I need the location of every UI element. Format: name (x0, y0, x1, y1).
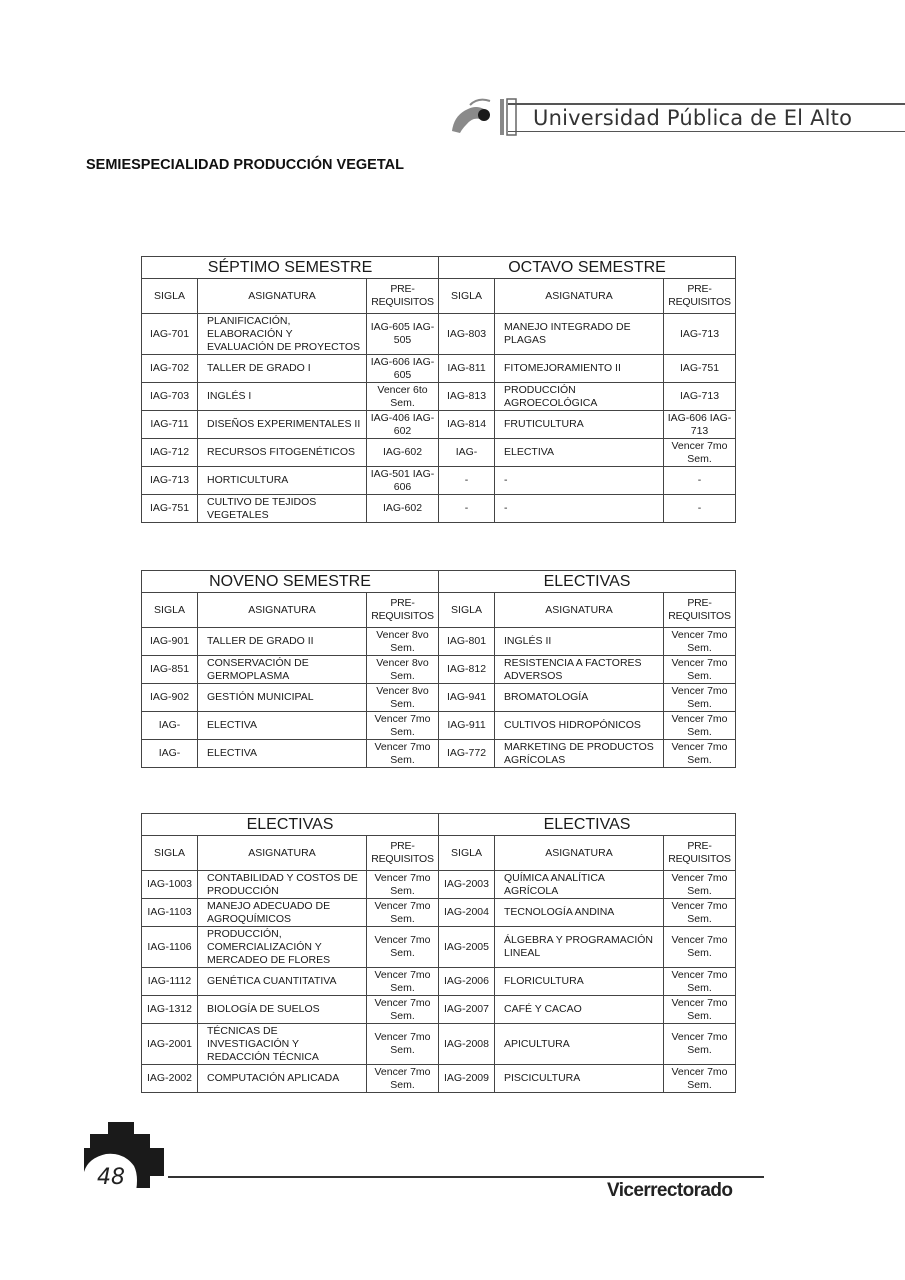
prerequisito-cell: IAG-713 (664, 314, 736, 355)
prerequisito-cell: Vencer 7mo Sem. (367, 871, 439, 899)
prerequisito-cell: Vencer 7mo Sem. (664, 899, 736, 927)
footer-rule (168, 1176, 764, 1178)
prerequisito-cell: Vencer 7mo Sem. (664, 968, 736, 996)
right-semester-title: ELECTIVAS (439, 814, 736, 836)
prerequisito-cell: IAG-605 IAG-505 (367, 314, 439, 355)
sigla-cell: IAG-2003 (439, 871, 495, 899)
prerequisito-cell: Vencer 8vo Sem. (367, 628, 439, 656)
sigla-cell: IAG-2008 (439, 1024, 495, 1065)
prerequisitos-header: PRE-REQUISITOS (664, 279, 736, 314)
prerequisito-cell: Vencer 7mo Sem. (664, 871, 736, 899)
sigla-cell: IAG-902 (142, 684, 198, 712)
sigla-header: SIGLA (439, 593, 495, 628)
sigla-cell: IAG-2009 (439, 1065, 495, 1093)
semester-title-row (142, 814, 736, 836)
prerequisito-cell: Vencer 7mo Sem. (367, 996, 439, 1024)
table-row (142, 996, 736, 1024)
prerequisito-cell: Vencer 7mo Sem. (664, 439, 736, 467)
asignatura-cell: BROMATOLOGÍA (495, 684, 664, 712)
prerequisito-cell: Vencer 7mo Sem. (367, 927, 439, 968)
asignatura-cell: HORTICULTURA (198, 467, 367, 495)
prerequisito-cell: Vencer 7mo Sem. (367, 1065, 439, 1093)
table-row (142, 495, 736, 523)
table-row (142, 740, 736, 768)
header-rule-top (508, 103, 905, 105)
sigla-cell: IAG-2004 (439, 899, 495, 927)
sigla-header: SIGLA (439, 836, 495, 871)
sigla-cell: IAG-772 (439, 740, 495, 768)
asignatura-cell: APICULTURA (495, 1024, 664, 1065)
prerequisito-cell: Vencer 7mo Sem. (664, 1024, 736, 1065)
asignatura-cell: PLANIFICACIÓN, ELABORACIÓN Y EVALUACIÓN DE PROYECTOS (198, 314, 367, 355)
table-row (142, 383, 736, 411)
prerequisito-cell: IAG-751 (664, 355, 736, 383)
sigla-cell: IAG-1106 (142, 927, 198, 968)
asignatura-cell: CONSERVACIÓN DE GERMOPLASMA (198, 656, 367, 684)
prerequisitos-header: PRE-REQUISITOS (367, 279, 439, 314)
sigla-cell: IAG-901 (142, 628, 198, 656)
prerequisito-cell: Vencer 7mo Sem. (664, 996, 736, 1024)
sigla-cell: IAG-711 (142, 411, 198, 439)
prerequisito-cell: Vencer 7mo Sem. (367, 740, 439, 768)
semester-title-row (142, 257, 736, 279)
sigla-cell: IAG-1112 (142, 968, 198, 996)
asignatura-cell: CAFÉ Y CACAO (495, 996, 664, 1024)
table-row (142, 355, 736, 383)
sigla-cell: IAG-701 (142, 314, 198, 355)
asignatura-cell: GESTIÓN MUNICIPAL (198, 684, 367, 712)
asignatura-cell: CULTIVOS HIDROPÓNICOS (495, 712, 664, 740)
table-row (142, 467, 736, 495)
left-semester-title: SÉPTIMO SEMESTRE (142, 257, 439, 279)
asignatura-cell: MANEJO ADECUADO DE AGROQUÍMICOS (198, 899, 367, 927)
prerequisito-cell: Vencer 7mo Sem. (367, 968, 439, 996)
sigla-header: SIGLA (439, 279, 495, 314)
asignatura-cell: ÁLGEBRA Y PROGRAMACIÓN LINEAL (495, 927, 664, 968)
asignatura-header: ASIGNATURA (198, 836, 367, 871)
column-header-row (142, 279, 736, 314)
sigla-cell: IAG-1003 (142, 871, 198, 899)
sigla-cell: IAG-2006 (439, 968, 495, 996)
left-semester-title: ELECTIVAS (142, 814, 439, 836)
asignatura-cell: CONTABILIDAD Y COSTOS DE PRODUCCIÓN (198, 871, 367, 899)
prerequisito-cell: Vencer 8vo Sem. (367, 656, 439, 684)
sigla-cell: IAG- (142, 740, 198, 768)
asignatura-cell: QUÍMICA ANALÍTICA AGRÍCOLA (495, 871, 664, 899)
prerequisito-cell: Vencer 7mo Sem. (367, 899, 439, 927)
prerequisito-cell: Vencer 7mo Sem. (664, 1065, 736, 1093)
asignatura-cell: TALLER DE GRADO I (198, 355, 367, 383)
table-row (142, 968, 736, 996)
sigla-cell: IAG-801 (439, 628, 495, 656)
table-noveno-electivas (141, 570, 736, 768)
sigla-header: SIGLA (142, 593, 198, 628)
asignatura-cell: GENÉTICA CUANTITATIVA (198, 968, 367, 996)
column-header-row (142, 593, 736, 628)
page-number: 48 (97, 1165, 125, 1190)
asignatura-header: ASIGNATURA (495, 593, 664, 628)
sigla-cell: IAG-2002 (142, 1065, 198, 1093)
asignatura-cell: ELECTIVA (198, 712, 367, 740)
asignatura-cell: FLORICULTURA (495, 968, 664, 996)
asignatura-cell: PRODUCCIÓN AGROECOLÓGICA (495, 383, 664, 411)
sigla-cell: IAG- (142, 712, 198, 740)
table-row (142, 1065, 736, 1093)
right-semester-title: ELECTIVAS (439, 571, 736, 593)
sigla-cell: IAG- (439, 439, 495, 467)
prerequisito-cell: Vencer 7mo Sem. (664, 740, 736, 768)
asignatura-cell: FITOMEJORAMIENTO II (495, 355, 664, 383)
table-row (142, 1024, 736, 1065)
asignatura-cell: - (495, 467, 664, 495)
section-title: SEMIESPECIALIDAD PRODUCCIÓN VEGETAL (86, 157, 404, 173)
table-row (142, 871, 736, 899)
table-row (142, 314, 736, 355)
prerequisito-cell: IAG-602 (367, 495, 439, 523)
prerequisito-cell: IAG-713 (664, 383, 736, 411)
asignatura-cell: - (495, 495, 664, 523)
table-row (142, 411, 736, 439)
table-row (142, 712, 736, 740)
table-row (142, 628, 736, 656)
sigla-cell: IAG-713 (142, 467, 198, 495)
asignatura-cell: MARKETING DE PRODUCTOS AGRÍCOLAS (495, 740, 664, 768)
prerequisito-cell: IAG-602 (367, 439, 439, 467)
prerequisito-cell: - (664, 467, 736, 495)
prerequisito-cell: Vencer 7mo Sem. (664, 656, 736, 684)
sigla-cell: - (439, 467, 495, 495)
table-septimo-octavo (141, 256, 736, 523)
sigla-cell: IAG-1312 (142, 996, 198, 1024)
sigla-cell: IAG-702 (142, 355, 198, 383)
right-semester-title: OCTAVO SEMESTRE (439, 257, 736, 279)
asignatura-header: ASIGNATURA (495, 836, 664, 871)
asignatura-cell: ELECTIVA (198, 740, 367, 768)
asignatura-cell: TÉCNICAS DE INVESTIGACIÓN Y REDACCIÓN TÉCNICA (198, 1024, 367, 1065)
prerequisito-cell: - (664, 495, 736, 523)
table-row (142, 684, 736, 712)
asignatura-cell: BIOLOGÍA DE SUELOS (198, 996, 367, 1024)
asignatura-cell: DISEÑOS EXPERIMENTALES II (198, 411, 367, 439)
asignatura-header: ASIGNATURA (198, 593, 367, 628)
sigla-cell: IAG-813 (439, 383, 495, 411)
prerequisito-cell: Vencer 8vo Sem. (367, 684, 439, 712)
asignatura-cell: PRODUCCIÓN, COMERCIALIZACIÓN Y MERCADEO DE FLORES (198, 927, 367, 968)
sigla-cell: IAG-803 (439, 314, 495, 355)
prerequisitos-header: PRE-REQUISITOS (367, 593, 439, 628)
prerequisito-cell: IAG-606 IAG-605 (367, 355, 439, 383)
column-header-row (142, 836, 736, 871)
asignatura-header: ASIGNATURA (495, 279, 664, 314)
header-rule-bottom (508, 131, 905, 132)
prerequisito-cell: Vencer 7mo Sem. (664, 712, 736, 740)
asignatura-cell: MANEJO INTEGRADO DE PLAGAS (495, 314, 664, 355)
asignatura-cell: PISCICULTURA (495, 1065, 664, 1093)
prerequisito-cell: IAG-606 IAG-713 (664, 411, 736, 439)
sigla-cell: - (439, 495, 495, 523)
sigla-cell: IAG-2001 (142, 1024, 198, 1065)
asignatura-cell: INGLÉS II (495, 628, 664, 656)
prerequisito-cell: Vencer 7mo Sem. (664, 684, 736, 712)
sigla-cell: IAG-2005 (439, 927, 495, 968)
sigla-cell: IAG-811 (439, 355, 495, 383)
sigla-cell: IAG-751 (142, 495, 198, 523)
sigla-cell: IAG-2007 (439, 996, 495, 1024)
sigla-header: SIGLA (142, 279, 198, 314)
table-electivas (141, 813, 736, 1093)
prerequisito-cell: Vencer 7mo Sem. (367, 712, 439, 740)
table-row (142, 927, 736, 968)
prerequisitos-header: PRE-REQUISITOS (664, 836, 736, 871)
asignatura-cell: RESISTENCIA A FACTORES ADVERSOS (495, 656, 664, 684)
sigla-cell: IAG-712 (142, 439, 198, 467)
prerequisito-cell: Vencer 7mo Sem. (664, 628, 736, 656)
prerequisito-cell: Vencer 7mo Sem. (367, 1024, 439, 1065)
asignatura-cell: ELECTIVA (495, 439, 664, 467)
sigla-cell: IAG-812 (439, 656, 495, 684)
asignatura-cell: TALLER DE GRADO II (198, 628, 367, 656)
asignatura-cell: INGLÉS I (198, 383, 367, 411)
prerequisitos-header: PRE-REQUISITOS (367, 836, 439, 871)
prerequisito-cell: IAG-501 IAG-606 (367, 467, 439, 495)
sigla-cell: IAG-1103 (142, 899, 198, 927)
prerequisito-cell: Vencer 7mo Sem. (664, 927, 736, 968)
asignatura-cell: RECURSOS FITOGENÉTICOS (198, 439, 367, 467)
sigla-cell: IAG-911 (439, 712, 495, 740)
table-row (142, 656, 736, 684)
table-row (142, 899, 736, 927)
sigla-header: SIGLA (142, 836, 198, 871)
prerequisitos-header: PRE-REQUISITOS (664, 593, 736, 628)
asignatura-cell: CULTIVO DE TEJIDOS VEGETALES (198, 495, 367, 523)
table-row (142, 439, 736, 467)
institution-name: Universidad Pública de El Alto (533, 106, 853, 130)
semester-title-row (142, 571, 736, 593)
asignatura-header: ASIGNATURA (198, 279, 367, 314)
asignatura-cell: COMPUTACIÓN APLICADA (198, 1065, 367, 1093)
sigla-cell: IAG-703 (142, 383, 198, 411)
left-semester-title: NOVENO SEMESTRE (142, 571, 439, 593)
asignatura-cell: TECNOLOGÍA ANDINA (495, 899, 664, 927)
prerequisito-cell: Vencer 6to Sem. (367, 383, 439, 411)
vicerrectorado-logo: Vicerrectorado (607, 1180, 733, 1201)
sigla-cell: IAG-814 (439, 411, 495, 439)
sigla-cell: IAG-941 (439, 684, 495, 712)
asignatura-cell: FRUTICULTURA (495, 411, 664, 439)
prerequisito-cell: IAG-406 IAG-602 (367, 411, 439, 439)
sigla-cell: IAG-851 (142, 656, 198, 684)
